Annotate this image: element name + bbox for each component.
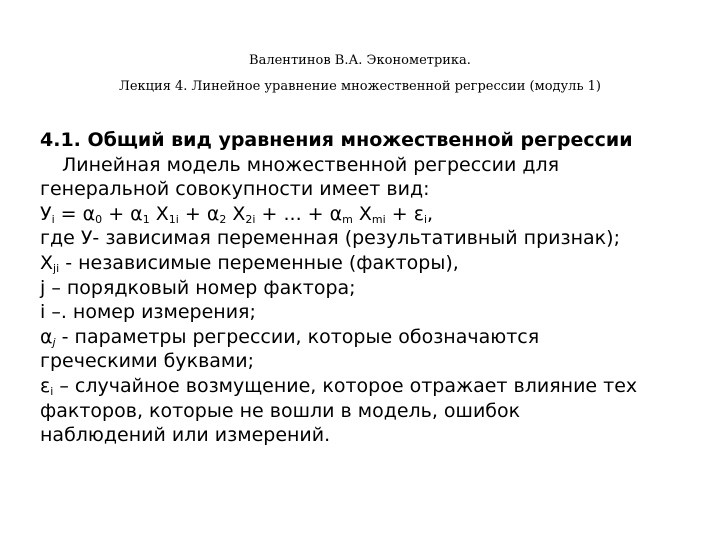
formula-sub-i: i bbox=[51, 212, 55, 226]
formula-sub-m: m bbox=[342, 212, 353, 226]
intro-line-2: генеральной совокупности имеет вид: bbox=[40, 178, 430, 201]
formula-x1: X bbox=[149, 202, 169, 225]
formula-sub-2i: 2i bbox=[245, 212, 256, 226]
definition-x-symbol: X bbox=[40, 251, 54, 274]
slide-content bbox=[40, 128, 700, 448]
definition-alpha-subscript: j bbox=[52, 335, 56, 349]
formula-sub-1: 1 bbox=[142, 212, 150, 226]
section-title: 4.1. Общий вид уравнения множественной регрессии bbox=[40, 129, 633, 151]
formula-sub-1i: 1i bbox=[168, 212, 179, 226]
formula-dots: + ... + α bbox=[255, 202, 343, 225]
formula-x2: X bbox=[226, 202, 246, 225]
formula-sub-0: 0 bbox=[95, 212, 103, 226]
header-author: Валентинов В.А. Эконометрика. bbox=[249, 53, 471, 68]
definition-x-subscript: ji bbox=[53, 261, 60, 275]
formula-plus-1: + α bbox=[102, 202, 143, 225]
formula-plus-2: + α bbox=[178, 202, 220, 225]
definition-alpha-cont: греческими буквами; bbox=[40, 350, 255, 373]
formula-sub-2: 2 bbox=[219, 212, 227, 226]
regression-formula bbox=[40, 202, 700, 227]
definition-alpha bbox=[40, 325, 700, 350]
definition-epsilon-cont-1: факторов, которые не вошли в модель, ошибок bbox=[40, 399, 521, 422]
formula-eq: = α bbox=[54, 202, 96, 225]
definition-epsilon bbox=[40, 374, 700, 399]
definition-x-text: - независимые переменные (факторы), bbox=[59, 251, 459, 274]
formula-sub-eps-i: i bbox=[423, 212, 428, 226]
definition-epsilon-text: – случайное возмущение, которое отражает влияние тех bbox=[53, 374, 638, 397]
definition-alpha-symbol: α bbox=[40, 325, 53, 348]
definition-epsilon-cont-2: наблюдений или измерений. bbox=[40, 424, 331, 447]
definition-i: i –. номер измерения; bbox=[40, 301, 256, 324]
intro-line-1: Линейная модель множественной регрессии для bbox=[62, 153, 560, 176]
definition-epsilon-symbol: ε bbox=[40, 374, 51, 397]
formula-y: У bbox=[40, 202, 52, 225]
definition-x bbox=[40, 251, 700, 276]
definition-j: j – порядковый номер фактора; bbox=[40, 276, 356, 299]
formula-sub-mi: mi bbox=[371, 212, 386, 226]
formula-plus-eps: + ε bbox=[385, 202, 424, 225]
definition-alpha-text: - параметры регрессии, которые обозначаются bbox=[55, 325, 540, 348]
formula-xm: X bbox=[352, 202, 372, 225]
formula-end: , bbox=[427, 202, 434, 225]
definition-y: где У- зависимая переменная (результативный признак); bbox=[40, 227, 620, 250]
header-lecture-title: Лекция 4. Линейное уравнение множественной регрессии (модуль 1) bbox=[119, 79, 601, 94]
definition-epsilon-subscript: i bbox=[50, 384, 54, 398]
